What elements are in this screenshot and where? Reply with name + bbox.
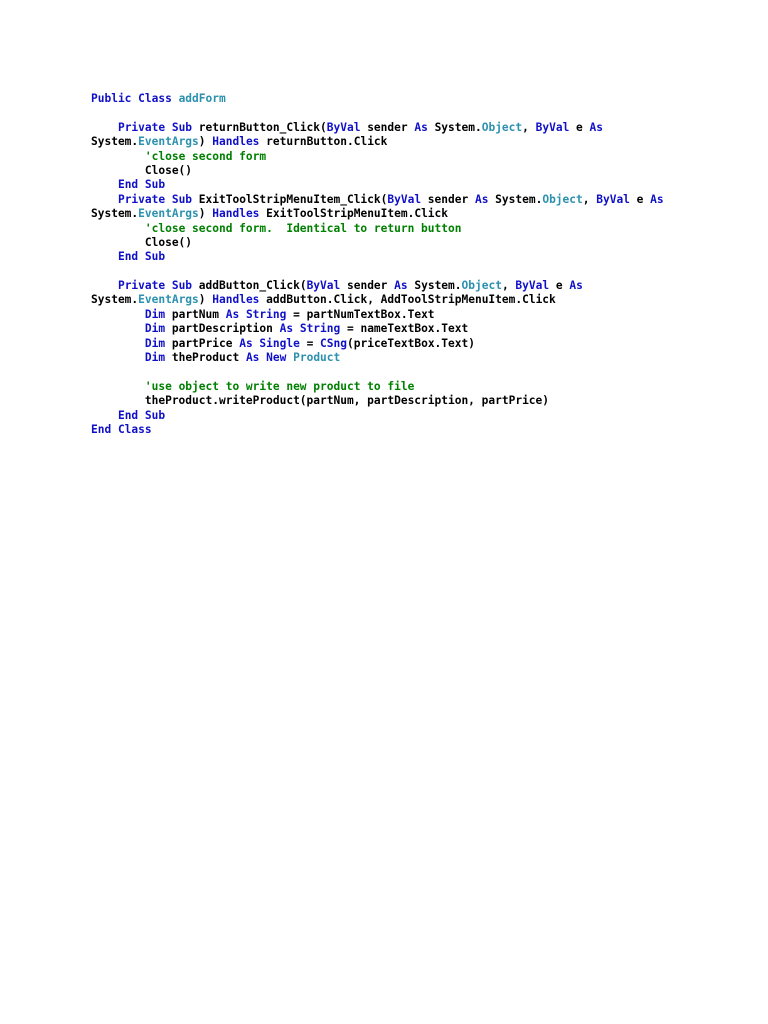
code-line bbox=[91, 164, 664, 178]
code-keyword: As bbox=[650, 192, 664, 206]
code-keyword: As bbox=[474, 192, 489, 206]
code-keyword: As bbox=[589, 120, 604, 134]
code-keyword: End Sub bbox=[117, 178, 166, 192]
code-line bbox=[91, 207, 664, 221]
code-text: System. bbox=[91, 135, 139, 149]
code-comment: 'use object to write new product to file bbox=[144, 379, 415, 393]
code-text: , bbox=[522, 120, 536, 134]
code-line bbox=[91, 135, 664, 149]
code-line bbox=[91, 293, 664, 307]
code-text bbox=[91, 222, 145, 235]
code-keyword: ByVal bbox=[326, 120, 361, 134]
code-line bbox=[91, 250, 664, 264]
code-text: System. bbox=[407, 279, 462, 293]
code-text: ExitToolStripMenuItem.Click bbox=[259, 207, 449, 221]
code-text: System. bbox=[427, 120, 482, 134]
code-text: returnButton_Click( bbox=[198, 120, 327, 134]
code-keyword: CSng bbox=[320, 336, 347, 350]
code-text: System. bbox=[91, 207, 139, 221]
code-line bbox=[91, 337, 664, 351]
code-type-name: EventArgs bbox=[138, 207, 199, 221]
code-text bbox=[91, 308, 145, 321]
code-text: , bbox=[582, 192, 597, 206]
code-line bbox=[91, 423, 664, 437]
code-text: ) bbox=[198, 293, 213, 307]
code-keyword: ByVal bbox=[387, 192, 422, 206]
code-text bbox=[91, 409, 118, 422]
code-text bbox=[91, 279, 118, 292]
code-line bbox=[91, 121, 664, 135]
code-line bbox=[91, 150, 664, 164]
code-line bbox=[91, 92, 664, 106]
code-type-name: Object bbox=[481, 120, 523, 134]
code-type-name: addForm bbox=[178, 92, 226, 105]
code-keyword: ByVal bbox=[596, 192, 630, 206]
code-text: (priceTextBox.Text) bbox=[347, 336, 475, 350]
code-keyword: As Single bbox=[239, 336, 300, 350]
code-text: theProduct.writeProduct(partNum, partDescription, partPrice) bbox=[91, 394, 550, 408]
code-text: Close() bbox=[91, 163, 193, 177]
code-line bbox=[91, 308, 664, 322]
code-text: ExitToolStripMenuItem_Click( bbox=[198, 192, 388, 206]
code-text bbox=[91, 178, 118, 191]
code-line bbox=[91, 365, 664, 379]
code-line bbox=[91, 394, 664, 408]
code-text: = nameTextBox.Text bbox=[340, 322, 469, 336]
code-type-name: EventArgs bbox=[138, 135, 199, 149]
code-keyword: End Class bbox=[91, 422, 152, 436]
code-text: ) bbox=[198, 207, 213, 221]
code-text: System. bbox=[91, 293, 139, 307]
code-line bbox=[91, 222, 664, 236]
code-text: addButton_Click( bbox=[198, 279, 307, 293]
code-keyword: ByVal bbox=[535, 120, 570, 134]
code-keyword: As bbox=[414, 120, 428, 134]
code-keyword: End Sub bbox=[117, 408, 166, 422]
code-comment: 'close second form bbox=[144, 149, 267, 163]
code-text bbox=[91, 193, 118, 206]
code-line bbox=[91, 236, 664, 250]
code-line bbox=[91, 193, 664, 207]
code-keyword: Dim bbox=[144, 322, 166, 336]
code-keyword: Handles bbox=[212, 207, 260, 221]
code-keyword: Dim bbox=[144, 307, 166, 321]
code-keyword: ByVal bbox=[306, 279, 341, 293]
code-text: , bbox=[501, 279, 516, 293]
code-text: sender bbox=[340, 279, 395, 293]
code-text: = partNumTextBox.Text bbox=[286, 307, 435, 321]
code-text: returnButton.Click bbox=[259, 135, 388, 149]
code-line bbox=[91, 178, 664, 192]
code-text: Close() bbox=[91, 235, 193, 249]
code-text bbox=[91, 121, 118, 134]
code-keyword: Handles bbox=[212, 293, 260, 307]
code-text: System. bbox=[488, 192, 543, 206]
code-line bbox=[91, 265, 664, 279]
code-text: partPrice bbox=[165, 336, 240, 350]
code-type-name: Product bbox=[293, 351, 341, 365]
code-type-name: EventArgs bbox=[138, 293, 199, 307]
code-text: partNum bbox=[165, 307, 226, 321]
code-type-name: Object bbox=[542, 192, 583, 206]
code-text bbox=[91, 351, 145, 364]
code-listing bbox=[91, 92, 664, 437]
code-keyword: Private Sub bbox=[117, 192, 199, 206]
code-keyword: Private Sub bbox=[117, 279, 199, 293]
code-line bbox=[91, 409, 664, 423]
code-line bbox=[91, 106, 664, 120]
code-keyword: Dim bbox=[144, 351, 166, 365]
code-text: sender bbox=[360, 120, 415, 134]
code-text: e bbox=[629, 192, 651, 206]
code-keyword: Private Sub bbox=[117, 120, 199, 134]
code-text: sender bbox=[421, 192, 475, 206]
code-keyword: As String bbox=[279, 322, 341, 336]
code-text bbox=[91, 380, 145, 393]
code-keyword: Handles bbox=[212, 135, 260, 149]
code-keyword: As String bbox=[225, 307, 287, 321]
code-text: = bbox=[299, 336, 321, 350]
code-keyword: As New bbox=[245, 351, 287, 365]
code-keyword: Dim bbox=[144, 336, 166, 350]
code-text bbox=[91, 322, 145, 335]
code-keyword: As bbox=[394, 279, 408, 293]
code-text: e bbox=[549, 279, 570, 293]
code-line bbox=[91, 380, 664, 394]
code-keyword: End Sub bbox=[117, 250, 166, 264]
code-text: ) bbox=[198, 135, 213, 149]
code-comment: 'close second form. Identical to return button bbox=[144, 221, 462, 235]
code-text: e bbox=[569, 120, 590, 134]
code-text: addButton.Click, AddToolStripMenuItem.Click bbox=[259, 293, 556, 307]
code-keyword: ByVal bbox=[515, 279, 550, 293]
code-text bbox=[91, 250, 118, 263]
code-keyword: As bbox=[569, 279, 583, 293]
code-keyword: Public Class bbox=[91, 92, 179, 105]
code-type-name: Object bbox=[461, 279, 502, 293]
code-line bbox=[91, 279, 664, 293]
code-text: partDescription bbox=[165, 322, 280, 336]
code-line bbox=[91, 322, 664, 336]
code-line bbox=[91, 351, 664, 365]
code-text bbox=[91, 337, 145, 350]
code-text bbox=[91, 150, 145, 163]
code-text: theProduct bbox=[165, 351, 246, 365]
